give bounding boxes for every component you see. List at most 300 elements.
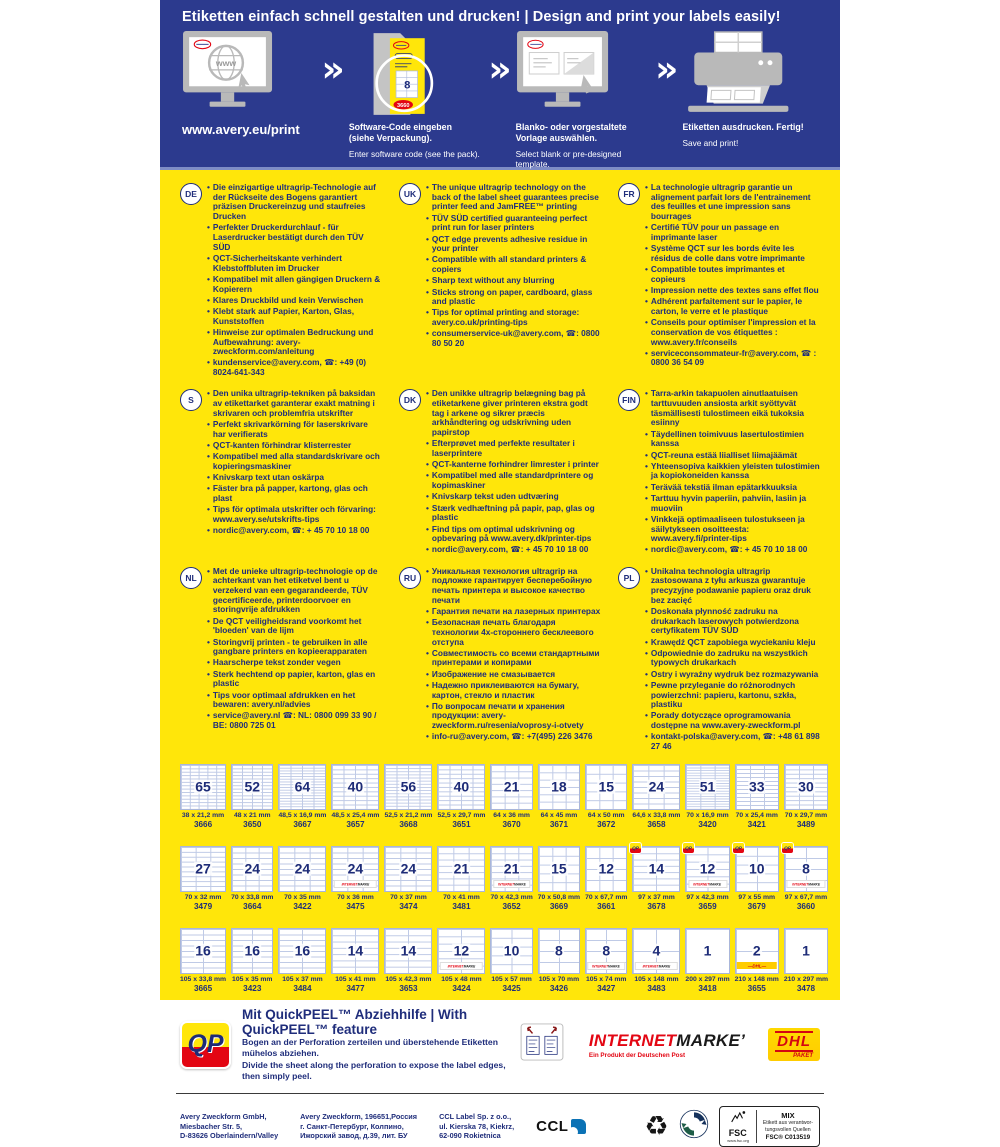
bullet-item: • Sticks strong on paper, cardboard, glass and plastic bbox=[426, 286, 593, 307]
step-caption bbox=[349, 122, 485, 159]
bullet-item: • Sharp text without any blurring bbox=[426, 275, 555, 286]
internetmarke-badge: INTERNET MARKE bbox=[786, 880, 825, 888]
lang-code-badge: UK bbox=[399, 183, 421, 205]
label-sheet-preview bbox=[384, 846, 432, 892]
dhl-logo bbox=[768, 1028, 820, 1061]
bullet-item: • Perfekt skrivarkörning för laserskrivare har verifierats bbox=[207, 418, 368, 439]
bullet-item: • QCT-reuna estää liialliset liimajäämät bbox=[645, 449, 798, 460]
label-size: 97 x 42,3 mm bbox=[686, 894, 729, 902]
label-size: 97 x 67,7 mm bbox=[784, 894, 828, 902]
label-format-3477 bbox=[331, 928, 379, 994]
label-size: 200 x 297 mm bbox=[685, 976, 730, 984]
product-code: 3424 bbox=[452, 984, 471, 994]
bullet-item: • Die einzigartige ultragrip-Technologie auf der Rückseite des Bogens garantiert präzisen Druckereinzug und staufreies Drucken bbox=[207, 182, 376, 222]
step-caption-line: Blanko- oder vorgestaltete bbox=[515, 122, 627, 132]
label-sheet-preview bbox=[632, 928, 680, 974]
product-code: 3667 bbox=[293, 820, 312, 830]
step-caption-line: Etiketten ausdrucken. Fertig! bbox=[682, 122, 804, 132]
label-sheet-preview bbox=[231, 928, 273, 974]
product-code: 3660 bbox=[796, 902, 816, 912]
bullet-list bbox=[207, 183, 382, 379]
label-sheet-preview bbox=[180, 846, 226, 892]
dhl-badge: —DHL— bbox=[737, 962, 778, 969]
bullet-item: • Hinweise zur optimalen Bedruckung und Aufbewahrung: avery-zweckform.com/anleitung bbox=[207, 326, 374, 357]
bullet-item: • Совместимость со всеми стандартными принтерами и копирами bbox=[426, 647, 600, 668]
contact-line: • consumerservice-uk@avery.com, ☎: 0800 80 50 20 bbox=[426, 328, 600, 349]
label-format-3481 bbox=[437, 846, 485, 912]
label-format-3653 bbox=[384, 928, 432, 994]
label-sheet-preview bbox=[331, 846, 379, 892]
product-code: 3418 bbox=[698, 984, 717, 994]
internetmarke-logo bbox=[589, 1031, 745, 1059]
label-count: 8 bbox=[555, 942, 563, 959]
lang-section-nl bbox=[180, 567, 382, 754]
label-count: 24 bbox=[648, 778, 665, 795]
product-code: 3661 bbox=[597, 902, 616, 912]
lang-section-ru bbox=[399, 567, 601, 754]
contact-line: • kundenservice@avery.com, ☎: +49 (0) 8024-641-343 bbox=[207, 357, 367, 378]
label-size: 64 x 50 mm bbox=[587, 812, 625, 820]
label-count: 24 bbox=[347, 860, 364, 877]
label-count: 21 bbox=[503, 860, 520, 877]
bullet-item: • QCT-kanterne forhindrer limrester i printer bbox=[426, 459, 599, 470]
label-format-3422 bbox=[278, 846, 326, 912]
label-size: 70 x 32 mm bbox=[184, 894, 222, 902]
label-count: 14 bbox=[648, 860, 665, 877]
bullet-list bbox=[645, 183, 820, 370]
label-size: 105 x 42,3 mm bbox=[385, 976, 432, 984]
label-sheet-preview bbox=[784, 846, 828, 892]
quickpeel-badge-icon: QP bbox=[683, 843, 694, 853]
label-sheet-preview bbox=[632, 846, 680, 892]
address-line: Avery Zweckform, 196651,Россия bbox=[300, 1112, 418, 1122]
label-format-3678 bbox=[632, 846, 680, 912]
product-code: 3427 bbox=[597, 984, 616, 994]
dhl-subtitle: PAKET bbox=[793, 1053, 813, 1060]
label-count: 1 bbox=[703, 942, 712, 959]
bullet-item: • Fäster bra på papper, kartong, glas och plast bbox=[207, 483, 368, 503]
label-sheet-preview bbox=[231, 764, 273, 810]
bullet-item: • Klebt stark auf Papier, Karton, Glas, Kunststoffen bbox=[207, 305, 354, 326]
product-code: 3479 bbox=[193, 902, 213, 912]
bullet-item: • Klares Druckbild und kein Verwischen bbox=[207, 294, 364, 305]
product-code: 3421 bbox=[747, 820, 766, 830]
bullet-item: • Certifié TÜV pour un passage en imprimante laser bbox=[645, 222, 780, 243]
label-sheet-preview bbox=[180, 764, 226, 810]
label-size: 38 x 21,2 mm bbox=[181, 812, 225, 820]
product-code: 3657 bbox=[346, 820, 365, 830]
step-caption-line-en: Select blank or pre-designed template. bbox=[515, 148, 622, 170]
label-size: 97 x 37 mm bbox=[638, 894, 675, 902]
banner-step-1 bbox=[182, 30, 318, 138]
fsc-desc-line1: Etikett aus verantwor- bbox=[762, 1120, 813, 1127]
label-sheet-preview bbox=[784, 764, 828, 810]
label-count: 24 bbox=[400, 860, 417, 877]
fsc-logo bbox=[726, 1110, 757, 1143]
fsc-cert-code: FSC® C013519 bbox=[765, 1134, 811, 1142]
bullet-item: • Adhérent parfaitement sur le papier, le carton, le verre et le plastique bbox=[645, 296, 803, 316]
bullet-item: • Efterprøvet med perfekte resultater i laserprintere bbox=[426, 438, 575, 459]
fsc-desc-line2: tungsvollen Quellen bbox=[765, 1126, 811, 1133]
double-chevron-arrow-icon: » bbox=[488, 49, 512, 90]
label-size: 105 x 35 mm bbox=[232, 976, 273, 984]
ccl-logo bbox=[536, 1118, 586, 1135]
label-count: 52 bbox=[244, 778, 261, 795]
bullet-item: • QCT-kanten förhindrar klisterrester bbox=[207, 439, 352, 450]
label-format-3672 bbox=[585, 764, 627, 830]
internetmarke-badge: INTERNET MARKE bbox=[588, 962, 625, 970]
label-count: 27 bbox=[195, 860, 211, 877]
label-count: 2 bbox=[752, 942, 761, 959]
bullet-list bbox=[426, 389, 601, 556]
bullet-item: • По вопросам печати и хранения продукции: avery-zweckform.ru/resenia/voprosy-i-otvety bbox=[426, 700, 584, 731]
contact-line: • nordic@avery.com, ☎: + 45 70 10 18 00 bbox=[207, 525, 370, 535]
bullet-item: • Terävää tekstiä ilman epätarkkuuksia bbox=[645, 481, 797, 492]
double-chevron-arrow-icon: » bbox=[655, 49, 679, 90]
address-line: 62-090 Rokietnica bbox=[439, 1131, 501, 1141]
quickpeel-badge-icon: QP bbox=[733, 843, 744, 853]
quickpeel-line-de: Bogen an der Perforation zerteilen und überstehende Etiketten mühelos abziehen. bbox=[242, 1037, 498, 1059]
product-code: 3477 bbox=[346, 984, 365, 994]
monitor-templates-icon bbox=[516, 30, 652, 120]
product-code: 3655 bbox=[747, 984, 766, 994]
step-caption-line: www.avery.eu/print bbox=[182, 122, 300, 137]
banner-step-4 bbox=[682, 30, 818, 148]
package-icon bbox=[349, 30, 485, 120]
label-count: 21 bbox=[503, 778, 520, 795]
label-count: 16 bbox=[244, 942, 261, 959]
product-code: 3483 bbox=[647, 984, 666, 994]
quickpeel-line-en: Divide the sheet along the perforation to expose the label edges, then simply peel. bbox=[242, 1059, 506, 1081]
label-size: 105 x 48 mm bbox=[441, 976, 482, 984]
label-format-3418 bbox=[685, 928, 729, 994]
quickpeel-texts bbox=[242, 1007, 509, 1082]
label-count: 18 bbox=[551, 778, 567, 795]
fsc-wordmark: FSC bbox=[728, 1127, 747, 1138]
label-count: 16 bbox=[195, 942, 211, 959]
label-sheet-preview bbox=[784, 928, 828, 974]
address-line: Ижорский завод, д.39, лит. БУ bbox=[300, 1131, 408, 1141]
address-avery-de bbox=[180, 1112, 278, 1140]
bullet-item: • Tips voor optimaal afdrukken en het bewaren: avery.nl/advies bbox=[207, 689, 356, 710]
product-code: 3671 bbox=[549, 820, 569, 830]
bullet-item: • Tarttuu hyvin paperiin, pahviin, lasiin ja muoviin bbox=[645, 492, 807, 513]
footer bbox=[160, 1093, 840, 1147]
product-code: 3474 bbox=[399, 902, 418, 912]
label-format-3666 bbox=[180, 764, 226, 830]
label-count: 21 bbox=[453, 860, 470, 877]
label-size: 70 x 50,8 mm bbox=[537, 894, 581, 902]
bullet-item: • QCT edge prevents adhesive residue in your printer bbox=[426, 233, 588, 254]
product-code: 3651 bbox=[452, 820, 471, 830]
label-format-3664 bbox=[231, 846, 273, 912]
internetmarke-badge: INTERNET MARKE bbox=[440, 962, 482, 970]
label-count: 65 bbox=[195, 778, 211, 795]
label-format-3667 bbox=[278, 764, 326, 830]
label-size: 48,5 x 16,9 mm bbox=[278, 812, 327, 820]
product-code: 3679 bbox=[747, 902, 766, 912]
label-count: 12 bbox=[453, 942, 470, 959]
product-code: 3650 bbox=[243, 820, 262, 830]
product-code: 3423 bbox=[243, 984, 262, 994]
label-format-3650 bbox=[231, 764, 273, 830]
label-format-3661 bbox=[585, 846, 627, 912]
label-format-3484 bbox=[278, 928, 326, 994]
label-size: 70 x 35 mm bbox=[284, 894, 321, 902]
label-count: 12 bbox=[598, 860, 615, 877]
product-code: 3420 bbox=[698, 820, 717, 830]
step-caption-line-en: Enter software code (see the pack). bbox=[348, 148, 480, 159]
label-size: 52,5 x 21,2 mm bbox=[384, 812, 433, 820]
product-code: 3489 bbox=[796, 820, 816, 830]
bullet-item: • La technologie ultragrip garantie un alignement parfait lors de l'entrainement des feuilles et une impression sans bourrages bbox=[645, 182, 811, 222]
bullet-item: • Knivskarp tekst uden udtværing bbox=[426, 491, 559, 502]
label-format-3425 bbox=[490, 928, 532, 994]
bullet-item: • Yhteensopiva kaikkien yleisten tulostimien ja kopiokoneiden kanssa bbox=[645, 460, 820, 481]
recycling-icon: ♻ bbox=[644, 1110, 669, 1142]
label-size: 105 x 148 mm bbox=[634, 976, 679, 984]
bullet-item: • The unique ultragrip technology on the back of the label sheet guarantees precise printer feed and JamFREE™ printing bbox=[426, 182, 599, 212]
quickpeel-strip bbox=[160, 1007, 840, 1082]
step-caption-line: (siehe Verpackung). bbox=[348, 132, 432, 143]
label-sheet-preview bbox=[278, 846, 326, 892]
label-format-3660 bbox=[784, 846, 828, 912]
fsc-claim bbox=[763, 1111, 813, 1141]
label-format-3475 bbox=[331, 846, 379, 912]
fsc-tree-icon bbox=[729, 1110, 747, 1124]
label-sheet-preview bbox=[278, 928, 326, 974]
fsc-grade: MIX bbox=[781, 1111, 795, 1121]
bullet-item: • Kompatibel mit allen gängigen Druckern & Kopierern bbox=[207, 273, 381, 294]
lang-section-fin bbox=[618, 389, 820, 556]
address-line: Miesbacher Str. 5, bbox=[180, 1121, 243, 1131]
label-size: 210 x 297 mm bbox=[783, 976, 829, 984]
product-code: 3669 bbox=[549, 902, 569, 912]
printer-icon bbox=[682, 30, 818, 120]
label-format-3665 bbox=[180, 928, 226, 994]
label-format-3655 bbox=[735, 928, 779, 994]
step-caption bbox=[516, 122, 652, 170]
peel-diagram-icon bbox=[520, 1023, 564, 1066]
quickpeel-badge-icon: QP bbox=[782, 843, 793, 853]
bullet-item: • Уникальная технология ultragrip на подложке гарантирует бесперебойную печать принтера и высокое качество печати bbox=[426, 565, 592, 605]
label-size: 70 x 29,7 mm bbox=[784, 812, 828, 820]
label-count: 15 bbox=[598, 778, 615, 795]
label-format-3658 bbox=[632, 764, 680, 830]
product-code: 3665 bbox=[193, 984, 213, 994]
label-size: 48,5 x 25,4 mm bbox=[331, 812, 380, 820]
quickpeel-title: Mit QuickPEEL™ Abziehhilfe | With QuickPEEL™ feature bbox=[242, 1007, 468, 1038]
lang-code-badge: NL bbox=[180, 567, 202, 589]
label-sheet-preview bbox=[538, 846, 580, 892]
label-size: 70 x 16,9 mm bbox=[686, 812, 729, 820]
bullet-item: • Гарантия печати на лазерных принтерах bbox=[426, 605, 601, 616]
bullet-item: • Knivskarp text utan oskärpa bbox=[207, 471, 325, 482]
label-count: 40 bbox=[453, 778, 470, 795]
label-count: 16 bbox=[294, 942, 311, 959]
internetmarke-wordmark: INTERNETMARKE’ bbox=[588, 1030, 746, 1050]
product-code: 3668 bbox=[399, 820, 418, 830]
label-format-3489 bbox=[784, 764, 828, 830]
product-code: 3678 bbox=[647, 902, 666, 912]
address-line: ul. Kierska 78, Kiekrz, bbox=[439, 1121, 515, 1131]
label-format-3657 bbox=[331, 764, 379, 830]
label-sheet-preview bbox=[437, 846, 485, 892]
label-count: 56 bbox=[400, 778, 417, 795]
bullet-item: • Надежно приклеиваются на бумагу, картон, стекло и пластик bbox=[426, 679, 579, 700]
label-sheet-preview bbox=[735, 764, 779, 810]
label-sheet-preview bbox=[585, 846, 627, 892]
address-line: CCL Label Sp. z o.o., bbox=[439, 1112, 512, 1122]
fsc-url: www.fsc.org bbox=[726, 1138, 749, 1143]
address-ccl-pl bbox=[439, 1112, 514, 1140]
contact-line: • serviceconsommateur-fr@avery.com, ☎ : 0800 36 54 09 bbox=[645, 347, 817, 368]
label-sheet-preview bbox=[278, 764, 326, 810]
quickpeel-logo-icon: QP bbox=[180, 1021, 231, 1069]
label-format-3420 bbox=[685, 764, 729, 830]
bullet-item: • De QCT veiligheidsrand voorkomt het 'bloeden' van de lijm bbox=[207, 615, 362, 636]
label-sheet-preview bbox=[735, 928, 779, 974]
product-code: 3652 bbox=[502, 902, 521, 912]
lang-code-badge: S bbox=[180, 389, 202, 411]
label-format-3669 bbox=[538, 846, 580, 912]
double-chevron-arrow-icon: » bbox=[321, 49, 345, 90]
label-count: 14 bbox=[400, 942, 417, 959]
label-format-3426 bbox=[538, 928, 580, 994]
ccl-mark-icon bbox=[571, 1119, 586, 1134]
bullet-item: • Stærk vedhæftning på papir, pap, glas og plastic bbox=[426, 502, 595, 523]
bullet-item: • Tips for optimal printing and storage: avery.co.uk/printing-tips bbox=[426, 307, 580, 328]
quickpeel-badge-icon: QP bbox=[630, 843, 641, 853]
bullet-item: • Compatible with all standard printers & copiers bbox=[426, 254, 587, 275]
label-sheet-preview bbox=[384, 928, 432, 974]
label-format-3424 bbox=[437, 928, 485, 994]
product-code: 3670 bbox=[502, 820, 521, 830]
label-count: 24 bbox=[294, 860, 311, 877]
label-format-3671 bbox=[538, 764, 580, 830]
label-count: 12 bbox=[699, 860, 716, 877]
bullet-item: • Conseils pour optimiser l'impression et la conservation de vos étiquettes : www.avery.fr/conseils bbox=[645, 317, 816, 347]
bullet-item: • Unikalna technologia ultragrip zastosowana z tyłu arkusza gwarantuje precyzyjne podawanie papieru oraz druk bez zacięć bbox=[645, 565, 811, 605]
product-code: 3672 bbox=[597, 820, 616, 830]
svg-text:www: www bbox=[215, 57, 237, 68]
bullet-item: • Met de unieke ultragrip-technologie op de achterkant van het etiketvel bent u verzekerd van een gegarandeerde, TÜV gecertificeerde, printerdoorvoer en storingvrije afdrukken bbox=[207, 565, 378, 615]
label-count: 14 bbox=[347, 942, 364, 959]
label-count: 1 bbox=[802, 942, 810, 959]
label-size: 70 x 25,4 mm bbox=[735, 812, 778, 820]
eco-marks bbox=[644, 1106, 820, 1147]
label-sheet-preview bbox=[490, 846, 532, 892]
label-sheet-preview bbox=[437, 764, 485, 810]
bullet-item: • Storingvrij printen - te gebruiken in alle gangbare printers en kopieerapparaten bbox=[207, 636, 368, 657]
label-count: 8 bbox=[602, 942, 611, 959]
label-sheet-preview bbox=[384, 764, 432, 810]
label-format-3478 bbox=[784, 928, 828, 994]
label-sheet-preview bbox=[331, 764, 379, 810]
label-size: 105 x 37 mm bbox=[282, 976, 323, 984]
label-size: 105 x 74 mm bbox=[586, 976, 627, 984]
bullet-list bbox=[645, 567, 820, 754]
label-sheet-preview bbox=[437, 928, 485, 974]
bullet-item: • Vinkkejä optimaaliseen tulostukseen ja säilytykseen osoitteesta: www.avery.fi/printer-tips bbox=[645, 513, 805, 544]
bullet-item: • Tips för optimala utskrifter och förvaring: www.avery.se/utskrifts-tips bbox=[207, 504, 376, 524]
bullet-item: • Tarra-arkin takapuolen ainutlaatuisen tarttuvuuden ansiosta arkit syöttyvät täsmällisesti tulostimeen eikä tukoksia esiinny bbox=[645, 388, 805, 428]
product-code: 3658 bbox=[647, 820, 666, 830]
bullet-list bbox=[426, 183, 601, 350]
step-caption-line: Vorlage auswählen. bbox=[515, 132, 598, 143]
label-format-3679 bbox=[735, 846, 779, 912]
label-format-3652 bbox=[490, 846, 532, 912]
label-sheet-preview bbox=[685, 846, 729, 892]
label-size: 97 x 55 mm bbox=[738, 894, 776, 902]
product-code: 3653 bbox=[399, 984, 418, 994]
lang-section-fr bbox=[618, 183, 820, 379]
label-count: 4 bbox=[652, 942, 661, 959]
product-code: 3484 bbox=[293, 984, 312, 994]
step-caption-line-en: Save and print! bbox=[682, 137, 739, 148]
bullet-item: • Système QCT sur les bords évite les résidus de colle dans votre imprimante bbox=[645, 243, 805, 263]
top-banner bbox=[160, 0, 840, 170]
label-size: 105 x 41 mm bbox=[335, 976, 376, 984]
bullet-item: • Ostry i wyraźny wydruk bez rozmazywania bbox=[645, 668, 819, 679]
bullet-item: • Kompatibel med alle standardprintere og kopimaskiner bbox=[426, 470, 594, 491]
label-size: 105 x 33,8 mm bbox=[180, 976, 227, 984]
label-sheet-preview bbox=[490, 764, 532, 810]
label-sheet-preview bbox=[585, 764, 627, 810]
bullet-item: • Pewne przyleganie do różnorodnych powierzchni: papieru, kartonu, szkła, plastiku bbox=[645, 679, 797, 710]
address-line: г. Санкт-Петербург, Колпино, bbox=[300, 1121, 404, 1131]
lang-section-uk bbox=[399, 183, 601, 379]
label-sheet-preview bbox=[180, 928, 226, 974]
fsc-label bbox=[719, 1106, 820, 1147]
lang-code-badge: DK bbox=[399, 389, 421, 411]
label-size: 64 x 45 mm bbox=[540, 812, 578, 820]
internetmarke-badge: INTERNET MARKE bbox=[635, 962, 677, 970]
bullet-item: • Безопасная печать благодаря технологии 4х-стороннего бесклеевого отступа bbox=[426, 617, 594, 647]
label-size: 70 x 42,3 mm bbox=[490, 894, 533, 902]
label-sheet-preview bbox=[735, 846, 779, 892]
contact-line: • nordic@avery.com, ☎: + 45 70 10 18 00 bbox=[426, 544, 589, 555]
lang-section-s bbox=[180, 389, 382, 556]
label-count: 30 bbox=[798, 778, 814, 795]
bullet-item: • Sterk hechtend op papier, karton, glas en plastic bbox=[207, 668, 376, 689]
label-format-3479 bbox=[180, 846, 226, 912]
label-size: 52,5 x 29,7 mm bbox=[437, 812, 486, 820]
product-code: 3478 bbox=[796, 984, 816, 994]
label-size: 105 x 57 mm bbox=[491, 976, 532, 984]
green-dot-icon bbox=[679, 1109, 709, 1144]
banner-step-2 bbox=[349, 30, 485, 159]
bullet-item: • Den unikke ultragrip belægning bag på etiketarkene giver printeren ekstra godt tag i arkene og sikrer præcis arkhåndtering og udskrivning uden papirstop bbox=[426, 388, 588, 438]
label-size: 70 x 67,7 mm bbox=[585, 894, 628, 902]
bullet-item: • Doskonała płynność zadruku na drukarkach laserowych potwierdzona certyfikatem TÜV SÜD bbox=[645, 605, 799, 636]
banner-step-3 bbox=[516, 30, 652, 170]
dhl-wordmark: DHL bbox=[777, 1033, 811, 1051]
language-sections bbox=[160, 170, 840, 753]
contact-line: • nordic@avery.com, ☎: + 45 70 10 18 00 bbox=[645, 544, 808, 555]
contact-line: • service@avery.nl ☎: NL: 0800 099 33 90 / BE: 0800 725 01 bbox=[207, 710, 377, 731]
label-size: 64 x 36 mm bbox=[493, 812, 530, 820]
bullet-item: • Compatible toutes imprimantes et copieurs bbox=[645, 264, 785, 284]
address-avery-ru bbox=[300, 1112, 417, 1140]
bullet-list bbox=[426, 567, 601, 744]
label-sheet-preview bbox=[331, 928, 379, 974]
label-sheet-preview bbox=[685, 928, 729, 974]
bullet-item: • Odpowiednie do zadruku na wszystkich typowych drukarkach bbox=[645, 647, 808, 668]
step-caption bbox=[182, 122, 318, 138]
internetmarke-badge: INTERNET MARKE bbox=[334, 880, 376, 888]
svg-text:8: 8 bbox=[403, 79, 411, 92]
